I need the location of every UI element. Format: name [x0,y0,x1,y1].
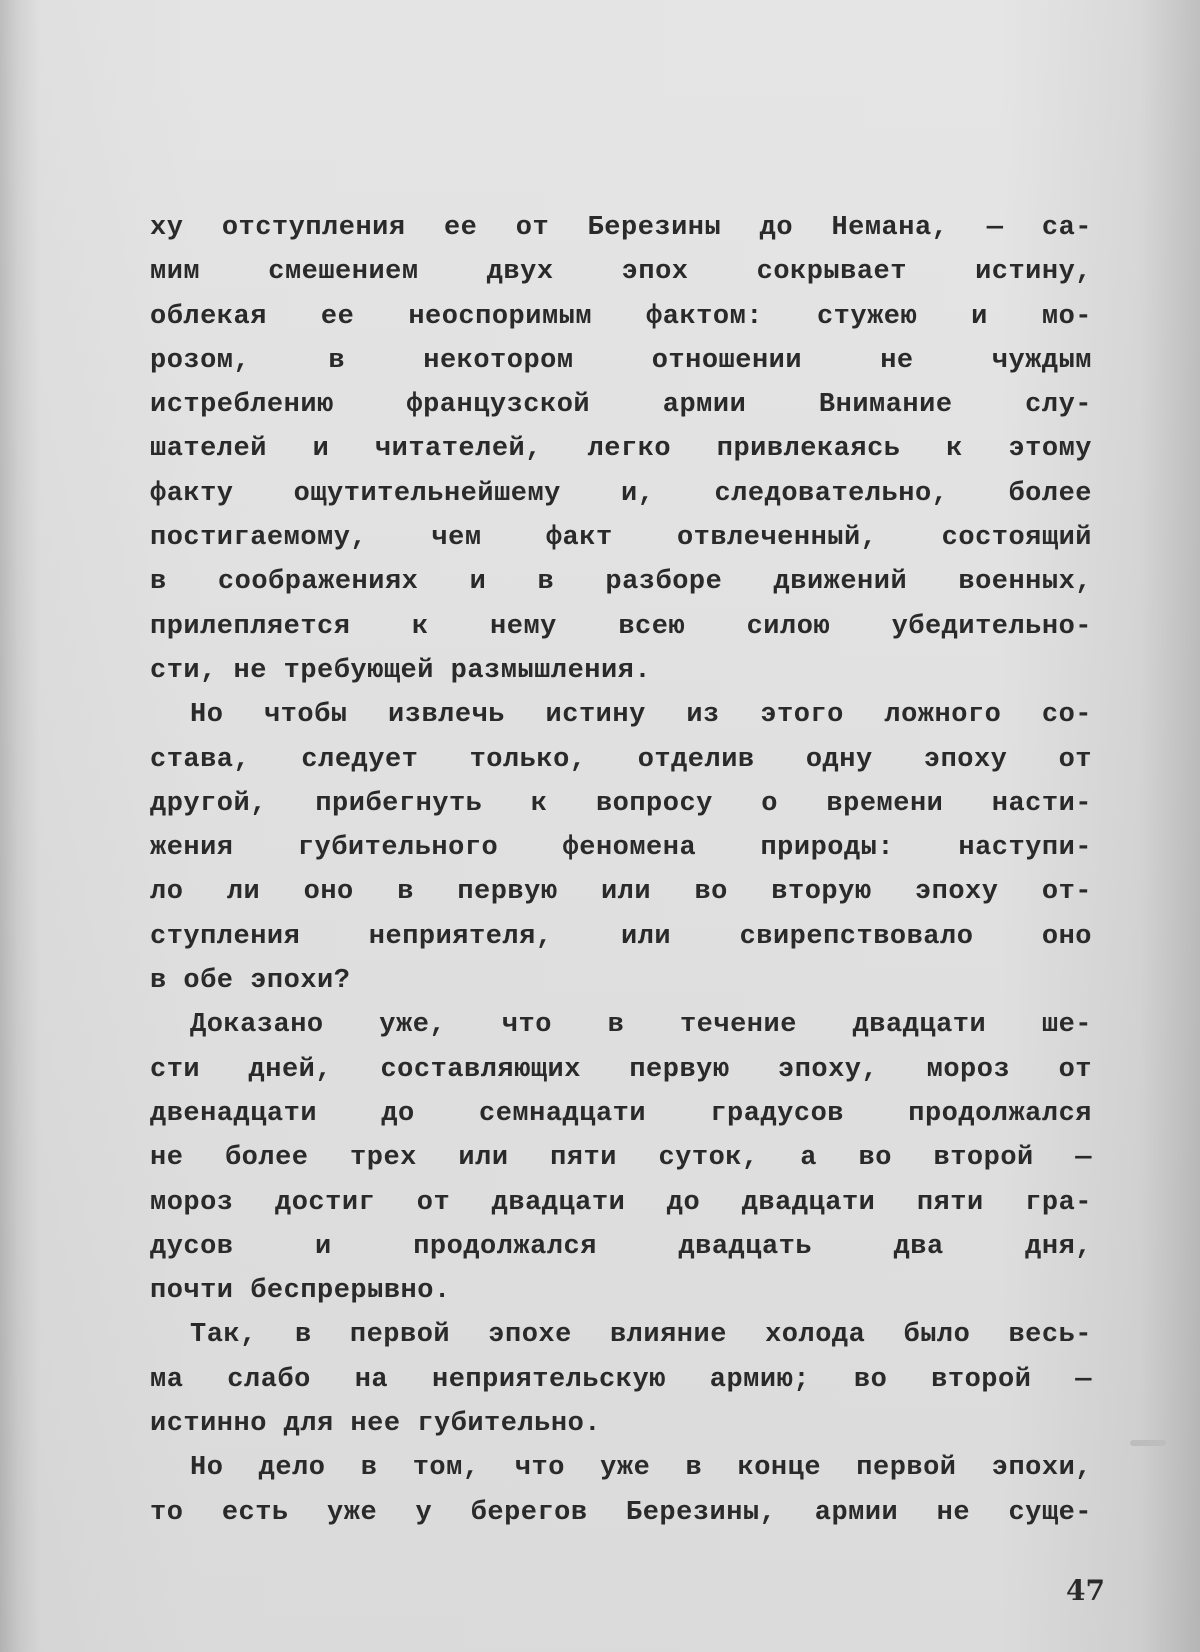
text-line: жения губительного феномена природы: наступи- [150,826,1092,870]
text-line: факту ощутительнейшему и, следовательно, более [150,472,1092,516]
text-line: шателей и читателей, легко привлекаясь к этому [150,427,1092,471]
text-line: ступления неприятеля, или свирепствовало оно [150,915,1092,959]
text-line: сти, не требующей размышления. [150,649,1092,693]
text-line: в обе эпохи? [150,959,1092,1003]
text-line: в соображениях и в разборе движений военных, [150,560,1092,604]
text-line: става, следует только, отделив одну эпоху от [150,738,1092,782]
text-line: розом, в некотором отношении не чуждым [150,339,1092,383]
text-line: мим смешением двух эпох сокрывает истину, [150,250,1092,294]
text-line: то есть уже у берегов Березины, армии не суще- [150,1491,1092,1535]
text-line: другой, прибегнуть к вопросу о времени насти- [150,782,1092,826]
text-line: постигаемому, чем факт отвлеченный, состоящий [150,516,1092,560]
page-number: 47 [1060,1574,1105,1607]
text-line: мороз достиг от двадцати до двадцати пяти гра- [150,1181,1092,1225]
text-line: прилепляется к нему всею силою убедительно- [150,605,1092,649]
text-line: облекая ее неоспоримым фактом: стужею и мо- [150,295,1092,339]
text-line: истреблению французской армии Внимание слу- [150,383,1092,427]
text-line: почти беспрерывно. [150,1269,1092,1313]
text-line: сти дней, составляющих первую эпоху, мороз от [150,1048,1092,1092]
text-line: Но чтобы извлечь истину из этого ложного со- [150,693,1092,737]
page-text [150,206,1092,1535]
text-line: истинно для нее губительно. [150,1402,1092,1446]
text-line: ло ли оно в первую или во вторую эпоху от- [150,870,1092,914]
scan-smudge [1130,1440,1166,1446]
text-line: ху отступления ее от Березины до Немана, — са- [150,206,1092,250]
text-line: Доказано уже, что в течение двадцати ше- [150,1003,1092,1047]
text-line: не более трех или пяти суток, а во второй — [150,1136,1092,1180]
text-line: Но дело в том, что уже в конце первой эпохи, [150,1446,1092,1490]
text-line: двенадцати до семнадцати градусов продолжался [150,1092,1092,1136]
text-line: дусов и продолжался двадцать два дня, [150,1225,1092,1269]
text-line: ма слабо на неприятельскую армию; во второй — [150,1358,1092,1402]
text-line: Так, в первой эпохе влияние холода было весь- [150,1313,1092,1357]
